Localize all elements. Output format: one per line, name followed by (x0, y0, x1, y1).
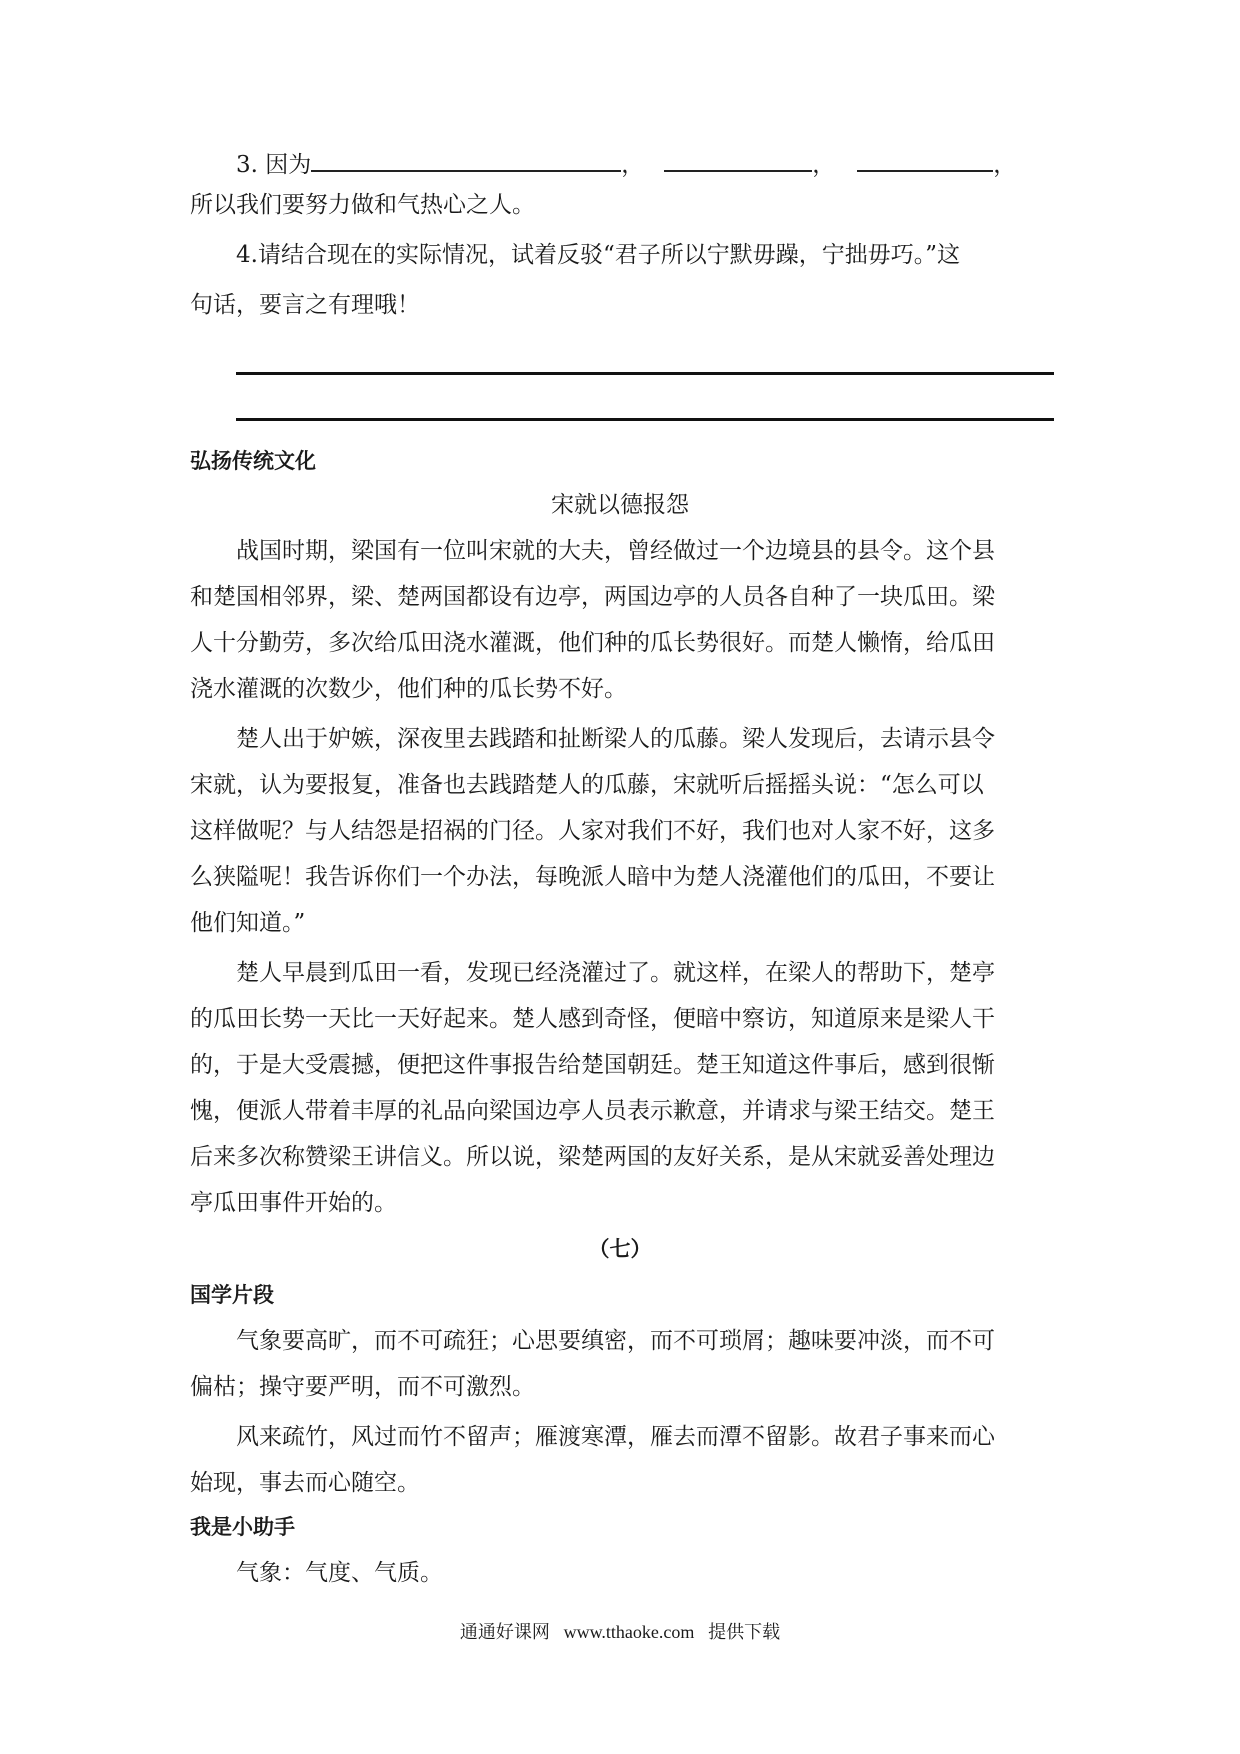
question-3-prefix: 3. 因为 (236, 152, 312, 178)
paragraph-line: 宋就，认为要报复，准备也去践踏楚人的瓜藤，宋就听后摇摇头说：“怎么可以 (190, 772, 984, 798)
paragraph-line: 风来疏竹，风过而竹不留声；雁渡寒潭，雁去而潭不留影。故君子事来而心 (236, 1424, 995, 1450)
paragraph-line: 的，于是大受震撼，便把这件事报告给楚国朝廷。楚王知道这件事后，感到很惭 (190, 1052, 995, 1078)
paragraph-line: 浇水灌溉的次数少，他们种的瓜长势不好。 (190, 676, 627, 702)
paragraph-line: 楚人早晨到瓜田一看，发现已经浇灌过了。就这样，在梁人的帮助下，楚亭 (236, 960, 995, 986)
paragraph-line: 他们知道。” (190, 910, 306, 936)
paragraph-line: 么狭隘呢！我告诉你们一个办法，每晚派人暗中为楚人浇灌他们的瓜田，不要让 (190, 864, 995, 890)
answer-blank-2[interactable] (664, 146, 812, 172)
helper-note: 气象：气度、气质。 (236, 1560, 443, 1586)
question-4-line-2: 句话，要言之有理哦！ (190, 292, 420, 318)
paragraph-line: 人十分勤劳，多次给瓜田浇水灌溉，他们种的瓜长势很好。而楚人懒惰，给瓜田 (190, 630, 995, 656)
paragraph-line: 的瓜田长势一天比一天好起来。楚人感到奇怪，便暗中察访，知道原来是梁人干 (190, 1006, 995, 1032)
paragraph-line: 后来多次称赞梁王讲信义。所以说，梁楚两国的友好关系，是从宋就妥善处理边 (190, 1144, 995, 1170)
answer-line-1[interactable] (236, 372, 1054, 375)
paragraph-line: 偏枯；操守要严明，而不可激烈。 (190, 1374, 535, 1400)
paragraph-line: 和楚国相邻界，梁、楚两国都设有边亭，两国边亭的人员各自种了一块瓜田。梁 (190, 584, 995, 610)
question-3-line (236, 146, 1016, 180)
footer-url[interactable]: www.tthaoke.com (563, 1622, 695, 1642)
story-title: 宋就以德报怨 (551, 492, 689, 518)
paragraph-line: 战国时期，梁国有一位叫宋就的大夫，曾经做过一个边境县的县令。这个县 (236, 538, 995, 564)
paragraph-line: 楚人出于妒嫉，深夜里去践踏和扯断梁人的瓜藤。梁人发现后，去请示县令 (236, 726, 995, 752)
footer-site-name: 通通好课网 (459, 1622, 550, 1643)
section-heading-culture: 弘扬传统文化 (190, 449, 316, 473)
comma: ， (812, 152, 836, 178)
page-footer (0, 1620, 1240, 1645)
answer-line-2[interactable] (236, 418, 1054, 421)
paragraph-line: 始现，事去而心随空。 (190, 1470, 420, 1496)
comma: ， (993, 152, 1017, 178)
footer-suffix: 提供下载 (708, 1622, 781, 1643)
answer-blank-1[interactable] (311, 146, 621, 172)
paragraph-line: 这样做呢？与人结怨是招祸的门径。人家对我们不好，我们也对人家不好，这多 (190, 818, 995, 844)
section-heading-guoxue: 国学片段 (190, 1283, 274, 1307)
paragraph-line: 愧，便派人带着丰厚的礼品向梁国边亭人员表示歉意，并请求与梁王结交。楚王 (190, 1098, 995, 1124)
comma: ， (621, 152, 645, 178)
paragraph-line: 亭瓜田事件开始的。 (190, 1190, 397, 1216)
paragraph-line: 气象要高旷，而不可疏狂；心思要缜密，而不可琐屑；趣味要冲淡，而不可 (236, 1328, 995, 1354)
section-number: （七） (588, 1237, 652, 1261)
answer-blank-3[interactable] (857, 146, 993, 172)
section-heading-helper: 我是小助手 (190, 1515, 295, 1539)
question-4-line-1: 4.请结合现在的实际情况，试着反驳“君子所以宁默毋躁，宁拙毋巧。”这 (236, 242, 960, 268)
question-3-continuation: 所以我们要努力做和气热心之人。 (190, 192, 535, 218)
